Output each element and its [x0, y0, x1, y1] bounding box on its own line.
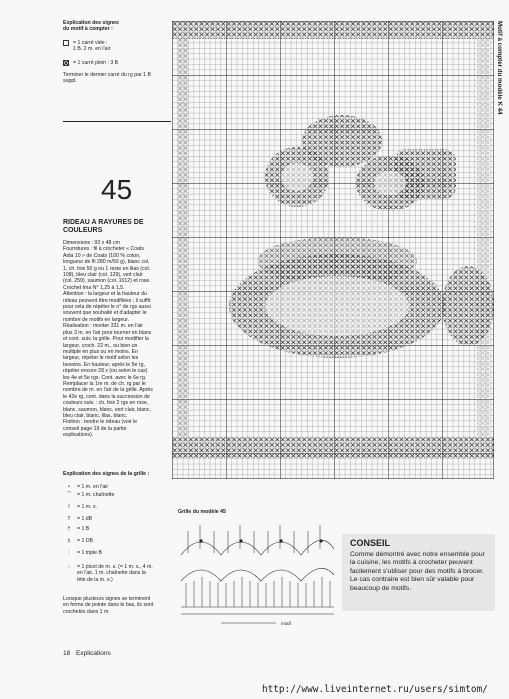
symbol-glyph: ‡: [67, 538, 71, 544]
chart-side-title: Motif à compter du modèle K 44: [496, 21, 503, 115]
symbol-row: [63, 550, 173, 564]
grid-legend-title: Explication des signes de la grille :: [63, 471, 150, 477]
top-border-band: [172, 21, 494, 39]
edging-grid: [176, 519, 336, 629]
filled-square-icon: [63, 60, 69, 66]
symbol-glyph: I: [68, 504, 70, 510]
model-number: 45: [101, 174, 133, 205]
symbol-text: = 1 m. en l'air: [77, 484, 109, 490]
advice-title: CONSEIL: [350, 538, 391, 548]
symbol-glyph: T: [67, 516, 71, 522]
symbol-row: [63, 526, 173, 538]
edging-arches: [181, 540, 334, 555]
side-motif: [442, 266, 494, 346]
legend-empty-square-text: = 1 carré vide : 1 B. 2 m. en l'air: [73, 40, 111, 53]
grid-title: Grille du modèle 45: [178, 509, 226, 515]
edging-mid-arches: [181, 568, 334, 581]
advice-text: Comme démontré avec notre ensemble pour la cuisine, les motifs à crocheter peuvent facilement s'utiliser pour des motifs à brocer. Le cas contraire est bien sûr valable pour beaucoup de motifs.: [350, 551, 485, 592]
pattern-instructions: Dimensions : 93 x 48 cm Fournitures : fil à crocheter « Coats Aida 10 » de Coats (100 % coton, longueur de fil 280 m/50 g), blanc col. 1, ch. fois 50 g ou 1 reste en lilas (col. 108), bleu clair (col. 129), vert clair (col. 259), saumon (col. 1012) et rose. Crochet Ima N° 1,25 à 1,5. Attention : la largeur et la hauteur du rideau peuvent être modifiées ; il suffit pour cela de répéter le n° de rgs aussi souvent que souhaité et d'adapter le nombre de motifs en largeur. Réalisation : monter 331 m. en l'air plus 3 m. en l'air pour tourner en blanc et cont. suiv. la grille. Pour modifier la largeur, croch. 22 m., ou bien un multiple en plus ou en moins. En largeur, répéter le motif selon les besoins. En hauteur, après le 5e rg, répéter encore 28 x (ou selon le cas) les 4e et 5e rgs. Cont. avec le 6e rg. Remplacer la 1re m. de ch. rg par le nombre de m. en l'air de la grille. Après le 42e rg, cont. dans la succession de couleurs suiv. : ch. fois 2 rgs en rose, blanc, saumon, blanc, vert clair, blanc, bleu clair, blanc, lilas, blanc. Finition : tendre le rideau (voir le conseil page 19 de la partie explications).: [63, 240, 153, 439]
page-number: 18: [63, 650, 71, 657]
flower-left-open: [281, 163, 313, 191]
symbol-row: [63, 538, 173, 550]
motif-label: motif: [281, 621, 291, 626]
jar-motif: [394, 149, 456, 199]
left-edge-decoration: [177, 39, 189, 437]
legend-filled-square-row: [63, 60, 118, 66]
legend-title: Explication des signes du motif à compter :: [63, 20, 119, 33]
symbol-text: = 1 DB: [77, 538, 94, 544]
empty-square-icon: [63, 40, 69, 46]
symbol-text: = 1 dB: [77, 516, 93, 522]
symbol-glyph: †: [67, 526, 71, 532]
symbol-glyph: ⌒: [66, 492, 72, 498]
legend-note: Terminer le dernier carré du rg par 1 B suppl.: [63, 72, 151, 85]
symbol-glyph: •: [68, 484, 70, 490]
symbols-legend: [63, 484, 173, 586]
flower-right-open: [374, 171, 406, 195]
symbol-text: = 1 picot de m. s. (= 1 m. s., 4 m. en l'air, 1 m. chaînette dans la tête de la m. s.): [77, 564, 153, 583]
right-edge-decoration: [477, 39, 489, 437]
symbol-text: = 1 m. s.: [77, 504, 98, 510]
legend-filled-square-text: = 1 carré plein : 3 B: [73, 60, 119, 66]
symbol-row: [63, 564, 173, 586]
edging-stitches: [186, 577, 330, 607]
motif-chart: [172, 21, 494, 479]
advice-box: [342, 534, 495, 611]
symbol-row: [63, 484, 173, 492]
section-heading: RIDEAU A RAYURES DE COULEURS: [63, 219, 144, 234]
watermark: http://www.liveinternet.ru/users/simtom/: [262, 684, 488, 695]
section-divider: [63, 121, 171, 122]
bottom-border-band: [172, 437, 494, 459]
symbol-glyph: ⫶: [68, 550, 70, 556]
closing-note: Lorsque plusieurs signes se terminent en forme de pointe dans le bas, ils sont crochetés dans 1 m.: [63, 596, 154, 615]
symbol-row: [63, 504, 173, 516]
footer-section: Explications: [76, 650, 111, 657]
bowl-inner-open: [265, 276, 409, 336]
page-footer: [63, 650, 111, 657]
symbol-text: = 1 triple B: [77, 550, 102, 556]
symbol-text: = 1 m. chaînette: [77, 492, 115, 498]
symbol-glyph: ◌: [67, 564, 71, 570]
symbol-row: [63, 516, 173, 526]
edging-fan-stitches: [188, 525, 320, 553]
symbol-row: [63, 492, 173, 504]
legend-empty-square-row: [63, 40, 110, 53]
symbol-text: = 1 B: [77, 526, 90, 532]
flower-motif-top: [302, 115, 382, 167]
